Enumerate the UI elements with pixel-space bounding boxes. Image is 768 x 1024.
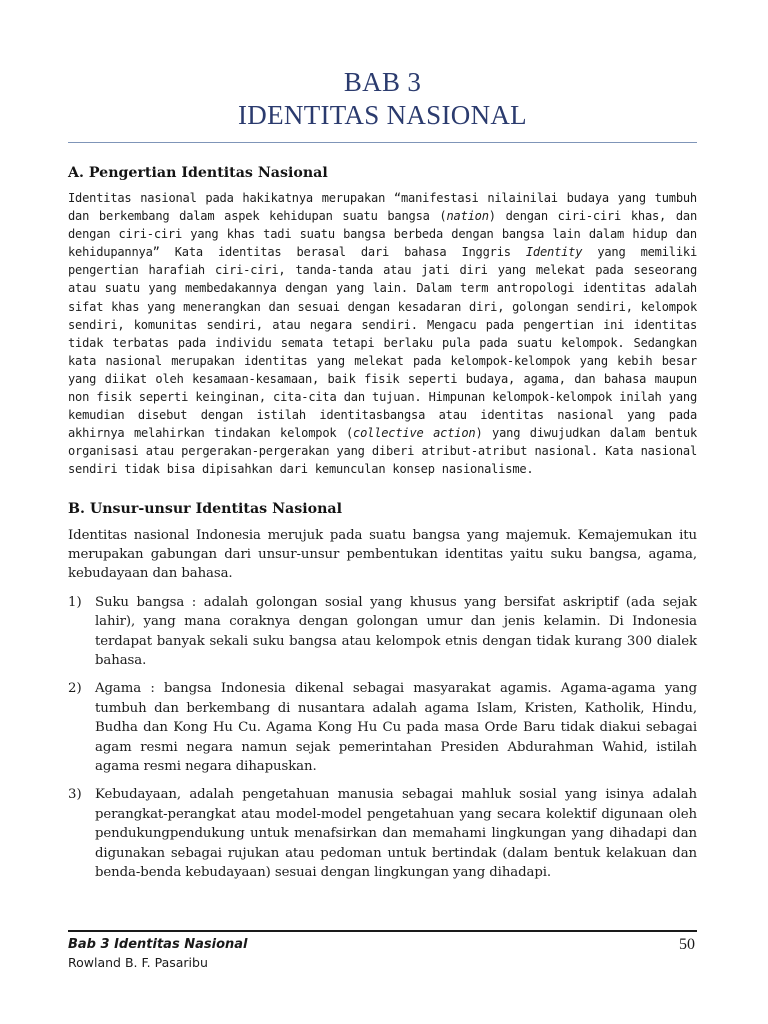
list-item-number: 1) bbox=[68, 594, 82, 610]
section-a-heading: A. Pengertian Identitas Nasional bbox=[68, 165, 328, 181]
section-a-italic-collective-action: collective action bbox=[353, 426, 476, 441]
list-item bbox=[68, 785, 697, 882]
section-b-heading: B. Unsur-unsur Identitas Nasional bbox=[68, 500, 342, 517]
footer-title: Bab 3 Identitas Nasional bbox=[68, 937, 248, 952]
list-item-text: Suku bangsa : adalah golongan sosial yang khusus yang bersifat askriptif (ada sejak lahir), yang mana coraknya dengan golongan umur dan jenis kelamin. Di Indonesia terdapat banyak sekali suku bangsa atau kelompok etnis dengan tidak kurang 300 dialek bahasa. bbox=[95, 594, 697, 668]
list-item bbox=[68, 593, 697, 671]
section-a-paragraph bbox=[68, 189, 697, 479]
section-a-text-1: Identitas nasional pada hakikatnya merupakan “manifestasi nilainilai budaya yang tumbuh dan berkembang dalam aspek kehidupan suatu bangsa ( bbox=[68, 191, 697, 224]
list-item bbox=[68, 679, 697, 776]
section-a-italic-nation: nation bbox=[446, 209, 489, 224]
list-item-text: Agama : bangsa Indonesia dikenal sebagai masyarakat agamis. Agama-agama yang tumbuh dan berkembang di nusantara adalah agama Islam, Kristen, Katholik, Hindu, Budha dan Kong Hu Cu. Agama Kong Hu Cu pada masa Orde Baru tidak diakui sebagai agam resmi negara namun sejak pemerintahan Presiden Abdurahman Wahid, istilah agama resmi negara dihapuskan. bbox=[95, 681, 697, 774]
chapter-name: IDENTITAS NASIONAL bbox=[238, 100, 527, 130]
list-item-number: 2) bbox=[68, 681, 82, 697]
section-a-text-3: yang memiliki pengertian harafiah ciri-ciri, tanda-tanda atau jati diri yang melekat pada seseorang atau suatu yang membedakannya dengan yang lain. Dalam term antropologi identitas adalah sifat khas yang menerangkan dan sesuai dengan kesadaran diri, golongan sendiri, kelompok sendiri, komunitas sendiri, atau negara sendiri. Mengacu pada pengertian ini identitas tidak terbatas pada individu semata tetapi berlaku pula pada suatu kelompok. Sedangkan kata nasional merupakan identitas yang melekat pada kelompok-kelompok yang kebih besar yang diikat oleh kesamaan-kesamaan, baik fisik seperti budaya, agama, dan bahasa maupun non fisik seperti keinginan, cita-cita dan tujuan. Himpunan kelompok-kelompok inilah yang kemudian disebut dengan istilah identitasbangsa atau identitas nasional yang pada akhirnya melahirkan tindakan kelompok ( bbox=[68, 245, 697, 441]
section-b-intro: Identitas nasional Indonesia merujuk pada suatu bangsa yang majemuk. Kemajemukan itu merupakan gabungan dari unsur-unsur pembentukan identitas yaitu suku bangsa, agama, kebudayaan dan bahasa. bbox=[68, 527, 697, 582]
unsur-list bbox=[68, 593, 697, 883]
page-number: 50 bbox=[679, 936, 695, 953]
section-a-text-2: ) dengan ciri-ciri khas, dan dengan ciri-ciri yang khas tadi suatu bangsa berbeda dengan bangsa lain dalam hidup dan kehidupannya” Kata identitas berasal dari bahasa Inggris bbox=[68, 209, 697, 260]
chapter-title bbox=[68, 66, 697, 132]
document-page bbox=[68, 0, 697, 1024]
list-item-text: Kebudayaan, adalah pengetahuan manusia sebagai mahluk sosial yang isinya adalah perangkat-perangkat atau model-model pengetahuan yang secara kolektif digunaan oleh pendukungpendukung untuk menafsirkan dan memahami lingkungan yang dihadapi dan digunakan sebagai rujukan atau pedoman untuk bertindak (dalam bentuk kelakuan dan benda-benda kebudayaan) sesuai dengan lingkungan yang dihadapi. bbox=[95, 787, 697, 880]
title-divider bbox=[68, 142, 697, 143]
chapter-number: BAB 3 bbox=[343, 67, 422, 97]
section-a-text-4: ) yang diwujudkan dalam bentuk organisasi atau pergerakan-pergerakan yang diberi atribut-atribut nasional. Kata nasional sendiri tidak bisa dipisahkan dari kemunculan konsep nasionalisme. bbox=[68, 426, 698, 477]
footer-divider bbox=[68, 930, 697, 932]
list-item-number: 3) bbox=[68, 787, 82, 803]
section-a-italic-identity: Identity bbox=[525, 245, 583, 260]
footer-author: Rowland B. F. Pasaribu bbox=[68, 955, 208, 970]
